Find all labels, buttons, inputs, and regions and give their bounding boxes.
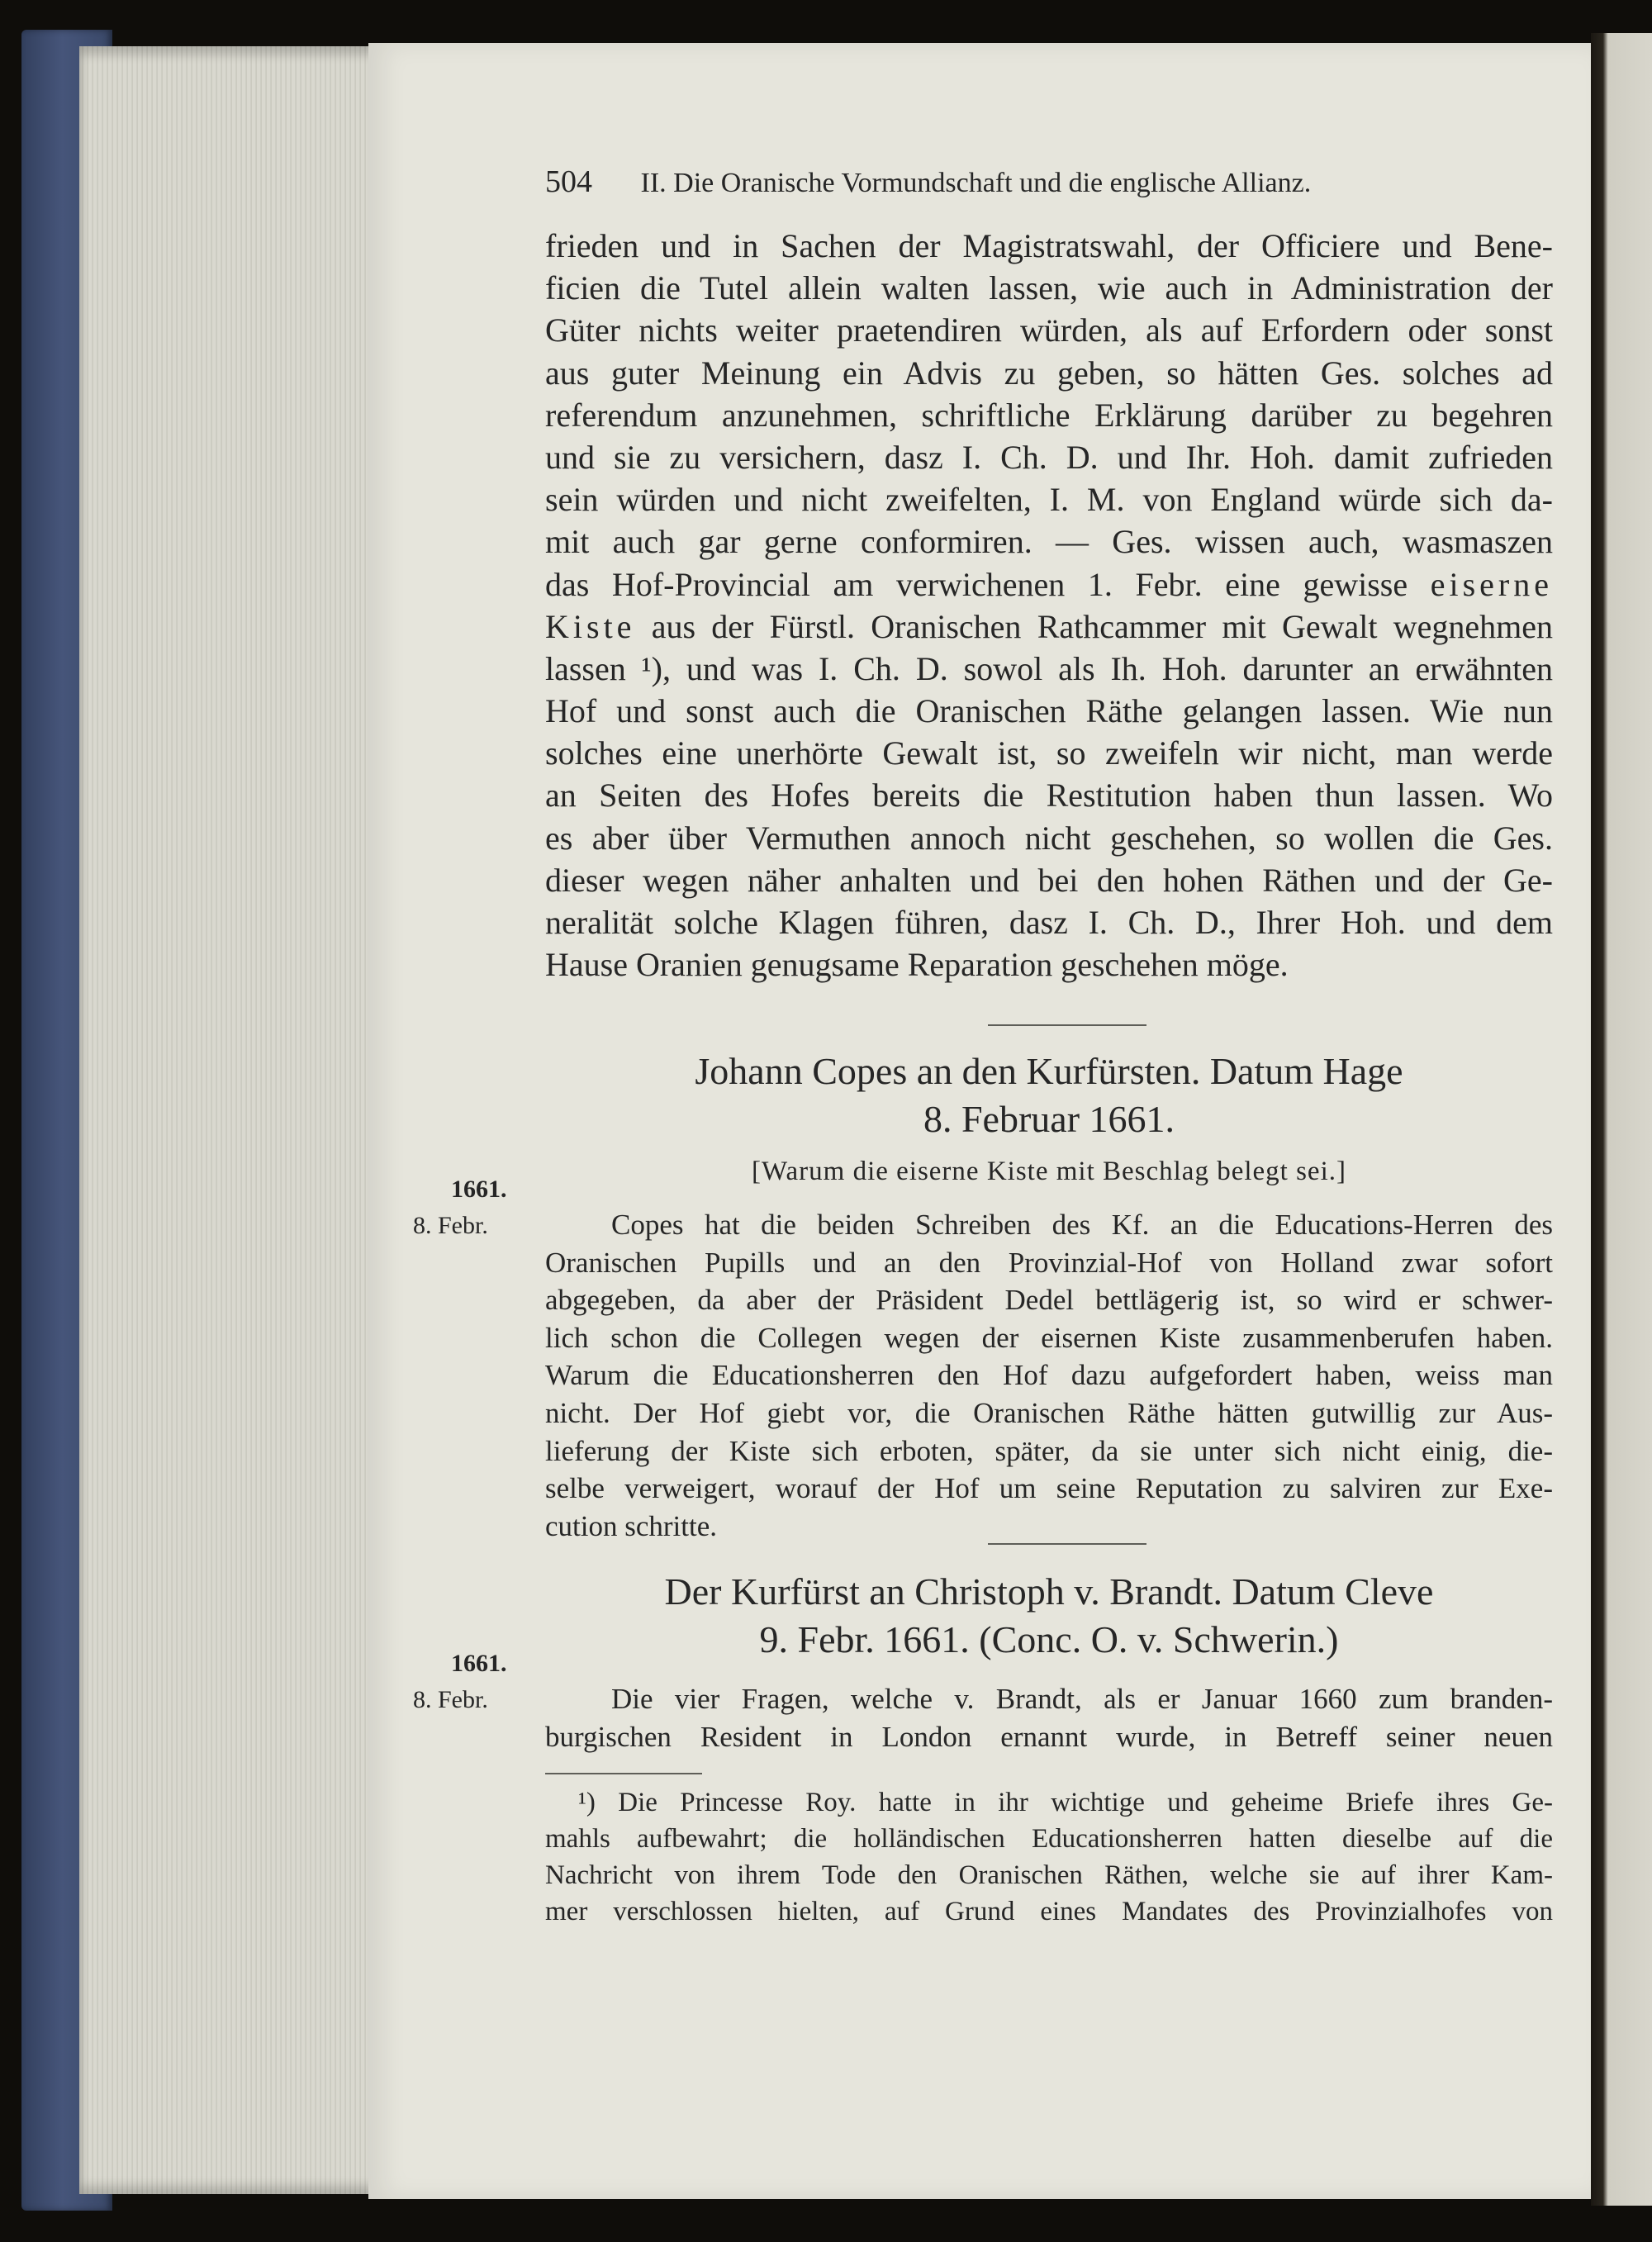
section-heading-line: 9. Febr. 1661. (Conc. O. v. Schwerin.)	[759, 1618, 1339, 1660]
text-line: cution schritte.	[545, 1509, 718, 1542]
text-line: frieden und in Sachen der Magistratswahl, der Officiere und Bene-	[545, 227, 1553, 264]
margin-year: 1661.	[451, 1176, 507, 1203]
text-line: Kiste aus der Fürstl. Oranischen Rathcammer mit Gewalt wegnehmen	[545, 607, 1553, 645]
text-line: es aber über Vermuthen annoch nicht geschehen, so wollen die Ges.	[545, 819, 1553, 857]
margin-date-1	[413, 1171, 537, 1244]
margin-year: 1661.	[451, 1650, 507, 1677]
section-heading-line: Der Kurfürst an Christoph v. Brandt. Datum Cleve	[664, 1570, 1434, 1613]
text-line: nicht. Der Hof giebt vor, die Oranischen Räthe hätten gutwillig zur Aus-	[545, 1396, 1553, 1429]
text-line: mit auch gar gerne conformiren. — Ges. wissen auch, wasmaszen	[545, 523, 1553, 561]
text-line: lich schon die Collegen wegen der eisernen Kiste zusammenberufen haben.	[545, 1321, 1553, 1354]
footnote-rule	[545, 1773, 702, 1774]
text-line: selbe verweigert, worauf der Hof um seine Reputation zu salviren zur Exe-	[545, 1472, 1553, 1505]
text-line: Hause Oranien genugsame Reparation geschehen möge.	[545, 946, 1289, 984]
footnote	[545, 1784, 1553, 1930]
emphasized-word: Kiste	[545, 607, 636, 645]
text-line: neralität solche Klagen führen, dasz I. Ch. D., Ihrer Hoh. und dem	[545, 904, 1553, 941]
text-line: Oranischen Pupills und an den Provinzial-Hof von Holland zwar sofort	[545, 1246, 1553, 1279]
text-line: und sie zu versichern, dasz I. Ch. D. und Ihr. Hoh. damit zufrieden	[545, 438, 1553, 476]
text-line: Copes hat die beiden Schreiben des Kf. an die Educations-Herren des	[611, 1209, 1553, 1241]
footnote-line: Nachricht von ihrem Tode den Oranischen Räthen, welche sie auf ihrer Kam-	[545, 1860, 1553, 1890]
brandt-paragraph	[545, 1680, 1553, 1755]
intro-paragraph	[545, 225, 1553, 986]
text-line: burgischen Resident in London ernannt wurde, in Betreff seiner neuen	[545, 1720, 1553, 1753]
footnote-line: mahls aufbewahrt; die holländischen Educationsherren hatten dieselbe auf die	[545, 1824, 1553, 1854]
running-head	[545, 164, 1485, 200]
section-divider	[988, 1543, 1146, 1545]
text-line: an Seiten des Hofes bereits die Restitution haben thun lassen. Wo	[545, 777, 1553, 815]
section-heading-line: Johann Copes an den Kurfürsten. Datum Hage	[695, 1050, 1403, 1092]
margin-date-2	[413, 1646, 537, 1718]
text-line: sein würden und nicht zweifelten, I. M. von England würde sich da-	[545, 481, 1553, 519]
text-line: Hof und sonst auch die Oranischen Räthe gelangen lassen. Wie nun	[545, 692, 1553, 730]
section-heading-brandt	[545, 1568, 1553, 1664]
margin-day: 8. Febr.	[413, 1212, 488, 1239]
section-heading-copes	[545, 1047, 1553, 1143]
footnote-line: mer verschlossen hielten, auf Grund eines Mandates des Provinzialhofes von	[545, 1897, 1553, 1926]
text-line: das Hof-Provincial am verwichenen 1. Febr. eine gewisse eiserne	[545, 565, 1553, 603]
text-line: lassen ¹), und was I. Ch. D. sowol als Ih. Hoh. darunter an erwähnten	[545, 649, 1553, 687]
margin-day: 8. Febr.	[413, 1686, 488, 1713]
text-line: dieser wegen näher anhalten und bei den hohen Räthen und der Ge-	[545, 861, 1553, 899]
copes-summary-paragraph	[545, 1206, 1553, 1545]
text-line: aus guter Meinung ein Advis zu geben, so hätten Ges. solches ad	[545, 354, 1553, 392]
text-line: Die vier Fragen, welche v. Brandt, als er Januar 1660 zum branden-	[611, 1683, 1553, 1715]
emphasized-word: eiserne	[1430, 565, 1553, 603]
text-line: abgegeben, da aber der Präsident Dedel bettlägerig ist, so wird er schwer-	[545, 1284, 1553, 1317]
text-line: lieferung der Kiste sich erboten, später, da sie unter sich nicht einig, die-	[545, 1434, 1553, 1467]
text-line: referendum anzunehmen, schriftliche Erklärung darüber zu begehren	[545, 396, 1553, 434]
section-summary: [Warum die eiserne Kiste mit Beschlag belegt sei.]	[752, 1157, 1346, 1186]
page-number: 504	[545, 164, 592, 199]
running-title: II. Die Oranische Vormundschaft und die englische Allianz.	[640, 168, 1312, 198]
text-line: Warum die Educationsherren den Hof dazu aufgefordert haben, weiss man	[545, 1359, 1553, 1392]
text-line: ficien die Tutel allein walten lassen, wie auch in Administration der	[545, 269, 1553, 307]
text-line: solches eine unerhörte Gewalt ist, so zweifeln wir nicht, man werde	[545, 734, 1553, 772]
text-line: Güter nichts weiter praetendiren würden, als auf Erfordern oder sonst	[545, 311, 1553, 349]
footnote-line: ¹) Die Princesse Roy. hatte in ihr wichtige und geheime Briefe ihres Ge-	[578, 1788, 1553, 1817]
section-divider	[988, 1024, 1146, 1026]
section-heading-line: 8. Februar 1661.	[923, 1098, 1175, 1140]
